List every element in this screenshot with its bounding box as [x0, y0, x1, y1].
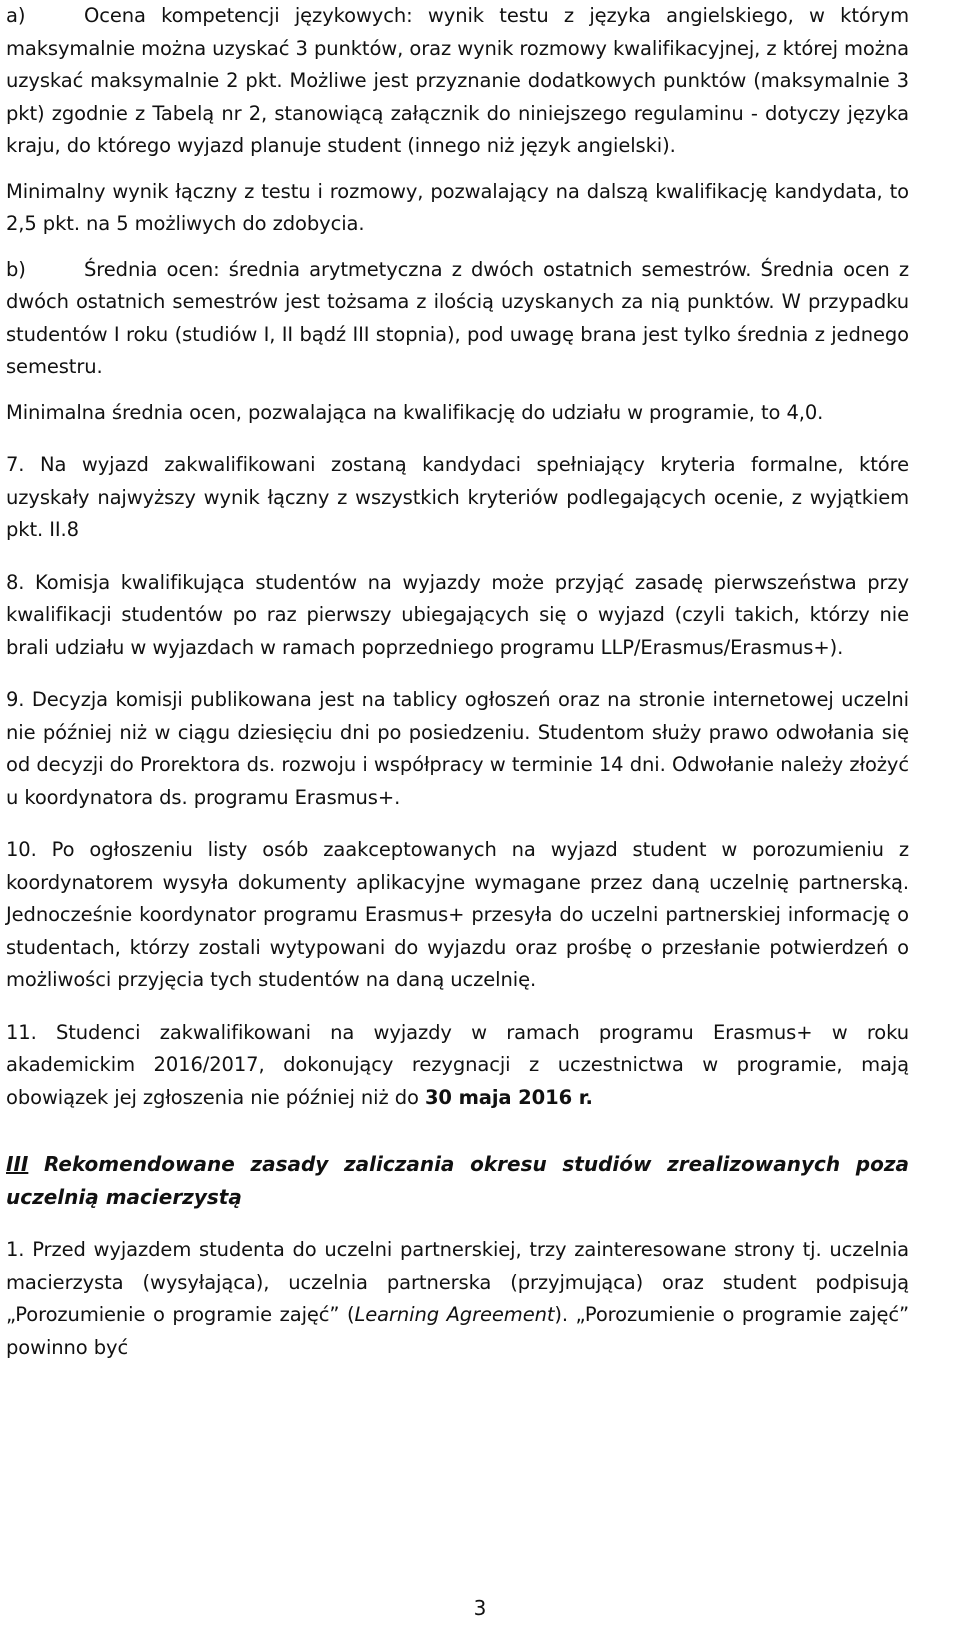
item-1-text-before: 1. Przed wyjazdem studenta do uczelni partnerskiej, trzy zainteresowane strony tj. uczelnia macierzysta (wysyłająca), uczelnia partnerska (przyjmująca) oraz student podpisują „Porozumienie o programie zajęć” (	[6, 1238, 909, 1326]
page-number: 3	[473, 1596, 487, 1620]
section-a-text: Ocena kompetencji językowych: wynik testu z języka angielskiego, w którym maksymalnie można uzyskać 3 punktów, oraz wynik rozmowy kwalifikacyjnej, z której można uzyskać maksymalnie 2 pkt. Możliwe jest przyznanie dodatkowych punktów (maksymalnie 3 pkt) zgodnie z Tabelą nr 2, stanowiącą załącznik do niniejszego regulaminu - dotyczy języka kraju, do którego wyjazd planuje student (innego niż język angielski).	[6, 4, 909, 157]
section-a-label: a)	[6, 4, 26, 27]
section-3-heading	[6, 1148, 909, 1214]
document-page	[6, 0, 909, 1364]
paragraph-item-11	[6, 1017, 909, 1115]
paragraph-min-score: Minimalny wynik łączny z testu i rozmowy, pozwalający na dalszą kwalifikację kandydata, to 2,5 pkt. na 5 możliwych do zdobycia.	[6, 179, 909, 235]
item-1-text-after: ). „Porozumienie o programie zajęć” powinno być	[6, 1303, 909, 1359]
section-3-title: Rekomendowane zasady zaliczania okresu studiów zrealizowanych poza uczelnią macierzystą	[6, 1152, 909, 1209]
paragraph-min-average: Minimalna średnia ocen, pozwalająca na kwalifikację do udziału w programie, to 4,0.	[6, 400, 824, 424]
item-11-text: 11. Studenci zakwalifikowani na wyjazdy w ramach programu Erasmus+ w roku akademickim 2016/2017, dokonujący rezygnacji z uczestnictwa w programie, mają obowiązek jej zgłoszenia nie później niż do	[6, 1020, 909, 1109]
section-b-label: b)	[6, 257, 26, 281]
paragraph-item-7: 7. Na wyjazd zakwalifikowani zostaną kandydaci spełniający kryteria formalne, które uzyskały najwyższy wynik łączny z wszystkich kryteriów podlegających ocenie, z wyjątkiem pkt. II.8	[6, 453, 909, 541]
paragraph-section-b	[6, 254, 909, 384]
section-3-number: III	[6, 1152, 29, 1176]
paragraph-section-a	[6, 0, 909, 163]
item-1-italic: Learning Agreement	[354, 1303, 555, 1326]
paragraph-item-1	[6, 1234, 909, 1364]
paragraph-item-9: 9. Decyzja komisji publikowana jest na tablicy ogłoszeń oraz na stronie internetowej uczelni nie później niż w ciągu dziesięciu dni po posiedzeniu. Studentom służy prawo odwołania się od decyzji do Prorektora ds. rozwoju i współpracy w terminie 14 dni. Odwołanie należy złożyć u koordynatora ds. programu Erasmus+.	[6, 688, 909, 809]
paragraph-item-8: 8. Komisja kwalifikująca studentów na wyjazdy może przyjąć zasadę pierwszeństwa przy kwalifikacji studentów po raz pierwszy ubiegających się o wyjazd (czyli takich, którzy nie brali udziału w wyjazdach w ramach poprzedniego programu LLP/Erasmus/Erasmus+).	[6, 570, 909, 659]
paragraph-item-10: 10. Po ogłoszeniu listy osób zaakceptowanych na wyjazd student w porozumieniu z koordynatorem wysyła dokumenty aplikacyjne wymagane przez daną uczelnię partnerską. Jednocześnie koordynator programu Erasmus+ przesyła do uczelni partnerskiej informację o studentach, którzy zostali wytypowani do wyjazdu oraz prośbę o przesłanie potwierdzeń o możliwości przyjęcia tych studentów na daną uczelnię.	[6, 838, 909, 991]
section-b-text: Średnia ocen: średnia arytmetyczna z dwóch ostatnich semestrów. Średnia ocen z dwóch ostatnich semestrów jest tożsama z ilością uzyskanych za nią punktów. W przypadku studentów I roku (studiów I, II bądź III stopnia), pod uwagę brana jest tylko średnia z jednego semestru.	[6, 257, 909, 378]
item-11-deadline: 30 maja 2016 r.	[424, 1085, 593, 1109]
